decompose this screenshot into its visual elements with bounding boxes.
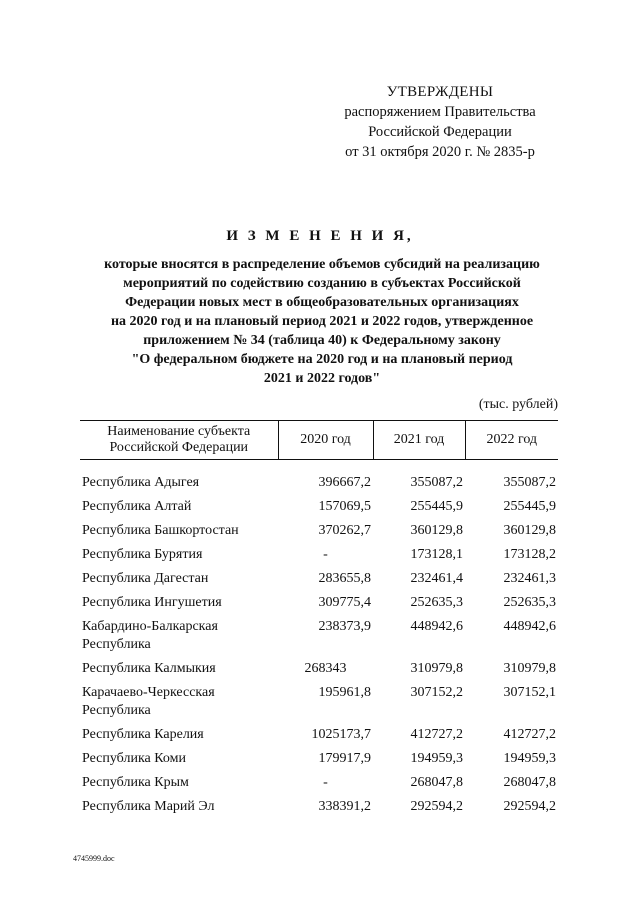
- region-name: Кабардино-Балкарская Республика: [82, 619, 218, 652]
- subtitle-line: "О федеральном бюджете на 2020 год и на плановый период: [131, 352, 513, 367]
- table-row: [80, 618, 558, 660]
- value-2022: 412727,2: [503, 727, 556, 742]
- value-2022: 355087,2: [503, 475, 556, 490]
- table-row: [80, 570, 558, 594]
- document-title: И З М Е Н Е Н И Я,: [226, 228, 414, 244]
- table-row: [80, 774, 558, 798]
- approval-line-2: Российской Федерации: [368, 124, 512, 140]
- value-2022: 268047,8: [503, 775, 556, 790]
- value-2020: 1025173,7: [311, 727, 371, 742]
- value-2021: 355087,2: [410, 475, 463, 490]
- header-2020: 2020 год: [278, 421, 373, 460]
- value-2020: 370262,7: [318, 523, 371, 538]
- value-2022: 194959,3: [503, 751, 556, 766]
- value-2020: 283655,8: [318, 571, 371, 586]
- approval-block: [330, 82, 550, 162]
- region-name: Республика Марий Эл: [82, 799, 215, 814]
- subsidy-table: [80, 420, 558, 822]
- table-row: [80, 750, 558, 774]
- value-2021: 292594,2: [410, 799, 463, 814]
- value-2021: 194959,3: [410, 751, 463, 766]
- table-row: [80, 798, 558, 822]
- table-row: [80, 684, 558, 726]
- value-2021: 448942,6: [410, 619, 463, 634]
- value-2021: 173128,1: [410, 547, 463, 562]
- value-2022: 448942,6: [503, 619, 556, 634]
- region-name: Республика Бурятия: [82, 547, 203, 562]
- table-row: [80, 522, 558, 546]
- value-2020: 238373,9: [318, 619, 371, 634]
- subtitle-line: приложением № 34 (таблица 40) к Федеральному закону: [143, 333, 501, 348]
- value-2020: 195961,8: [318, 685, 371, 700]
- table-row: [80, 546, 558, 570]
- value-2022: 307152,1: [503, 685, 556, 700]
- value-2020: 268343: [304, 661, 347, 676]
- value-2022: 255445,9: [503, 499, 556, 514]
- header-region: Наименование субъекта Российской Федерации: [80, 421, 278, 460]
- region-name: Республика Крым: [82, 775, 189, 790]
- file-reference: 4745999.doc: [73, 854, 115, 863]
- subtitle-line: которые вносятся в распределение объемов субсидий на реализацию: [104, 257, 540, 272]
- value-2020: -: [323, 775, 328, 790]
- value-2020: 309775,4: [318, 595, 371, 610]
- subtitle-line: Федерации новых мест в общеобразовательных организациях: [125, 295, 519, 310]
- table-row: [80, 474, 558, 498]
- value-2022: 310979,8: [503, 661, 556, 676]
- region-name: Республика Дагестан: [82, 571, 209, 586]
- subtitle-line: мероприятий по содействию созданию в субъектах Российской: [123, 276, 521, 291]
- region-name: Республика Карелия: [82, 727, 204, 742]
- region-name: Республика Коми: [82, 751, 186, 766]
- units-note: (тыс. рублей): [478, 397, 558, 412]
- region-name: Республика Алтай: [82, 499, 192, 514]
- value-2022: 173128,2: [503, 547, 556, 562]
- value-2021: 412727,2: [410, 727, 463, 742]
- region-name: Республика Калмыкия: [82, 661, 216, 676]
- region-name: Республика Башкортостан: [82, 523, 239, 538]
- value-2021: 268047,8: [410, 775, 463, 790]
- table-row: [80, 594, 558, 618]
- value-2021: 232461,4: [410, 571, 463, 586]
- value-2020: 338391,2: [318, 799, 371, 814]
- value-2022: 252635,3: [503, 595, 556, 610]
- approval-line-1: распоряжением Правительства: [344, 104, 536, 120]
- region-name: Республика Ингушетия: [82, 595, 222, 610]
- region-name: Карачаево-Черкесская Республика: [82, 685, 215, 718]
- value-2020: -: [323, 547, 328, 562]
- table-row: [80, 498, 558, 522]
- approval-heading: УТВЕРЖДЕНЫ: [386, 84, 494, 100]
- table-row: [80, 726, 558, 750]
- value-2020: 157069,5: [318, 499, 371, 514]
- value-2021: 310979,8: [410, 661, 463, 676]
- subtitle-line: на 2020 год и на плановый период 2021 и 2022 годов, утвержденное: [110, 314, 534, 329]
- value-2021: 360129,8: [410, 523, 463, 538]
- header-2022: 2022 год: [465, 421, 558, 460]
- value-2021: 255445,9: [410, 499, 463, 514]
- value-2021: 307152,2: [410, 685, 463, 700]
- region-name: Республика Адыгея: [82, 475, 200, 490]
- value-2022: 360129,8: [503, 523, 556, 538]
- approval-line-3: от 31 октября 2020 г. № 2835-р: [345, 144, 535, 160]
- subtitle-line: 2021 и 2022 годов": [263, 371, 381, 386]
- document-subtitle: [72, 255, 572, 388]
- value-2022: 292594,2: [503, 799, 556, 814]
- value-2020: 179917,9: [318, 751, 371, 766]
- header-2021: 2021 год: [373, 421, 465, 460]
- table-row: [80, 660, 558, 684]
- table-header-row: [80, 421, 558, 460]
- value-2021: 252635,3: [410, 595, 463, 610]
- value-2020: 396667,2: [318, 475, 371, 490]
- value-2022: 232461,3: [503, 571, 556, 586]
